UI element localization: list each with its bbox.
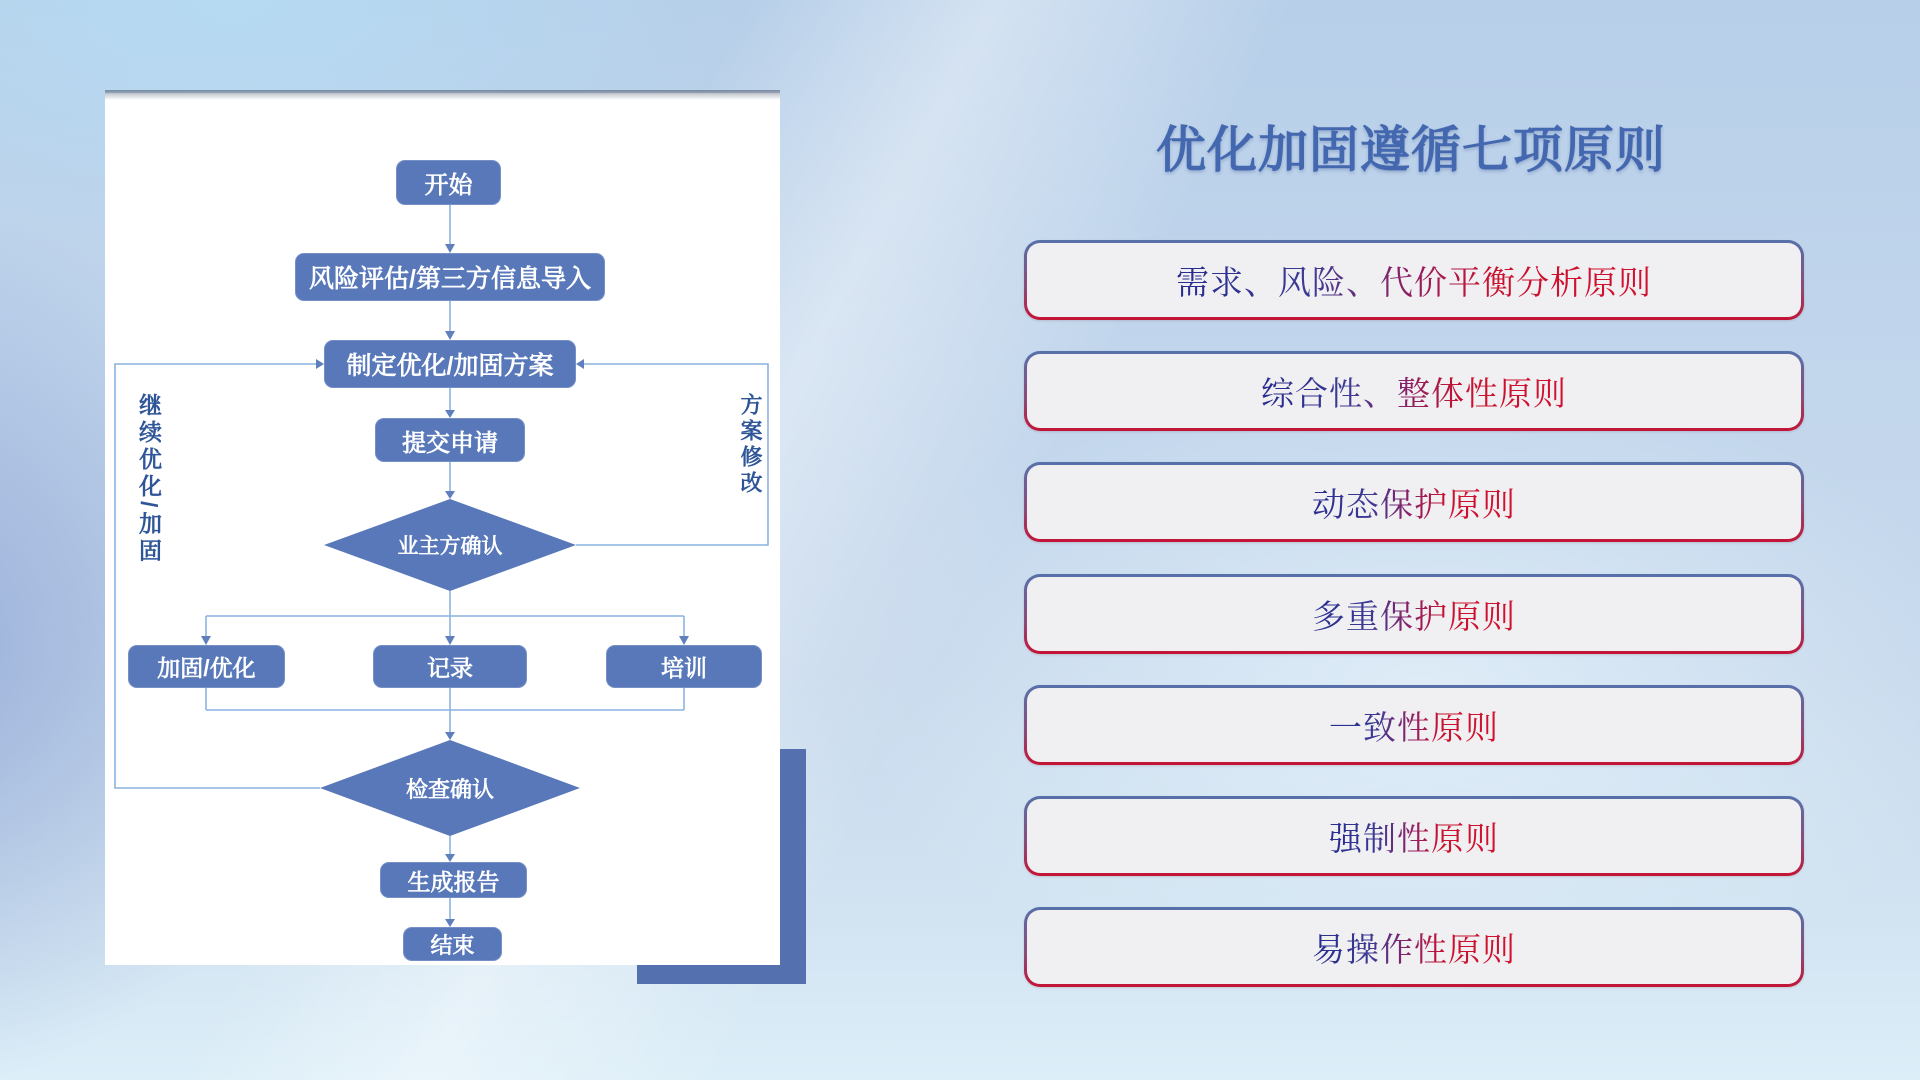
flow-node-start: 开始 [396,160,501,205]
principle-text: 动态保护原则 [1312,479,1516,526]
principle-box-1 [1024,240,1804,320]
edge-label-plan-revision: 方案修改 [738,393,763,497]
flow-node-reinforce-optimize: 加固/优化 [128,645,285,688]
flowchart-connectors [105,93,780,965]
principle-text: 一致性原则 [1329,702,1499,749]
flow-node-owner-confirm-label: 业主方确认 [397,535,503,558]
principle-text: 需求、风险、代价平衡分析原则 [1176,257,1652,304]
principle-text: 强制性原则 [1329,813,1499,860]
principle-text: 易操作性原则 [1312,924,1516,971]
flow-node-make-plan: 制定优化/加固方案 [324,340,576,388]
flow-node-check-confirm-label: 检查确认 [405,776,494,802]
principle-text: 综合性、整体性原则 [1261,368,1567,415]
principle-box-7 [1024,907,1804,987]
flowchart-card [105,93,780,965]
principles-panel [1024,0,1798,1080]
edge-label-continue-optimize: 继续优化/加固 [136,393,162,566]
flow-node-record: 记录 [373,645,527,688]
flow-node-generate-report: 生成报告 [380,862,527,898]
principle-box-4 [1024,574,1804,654]
flow-node-risk-assessment: 风险评估/第三方信息导入 [295,253,605,301]
flow-node-training: 培训 [606,645,762,688]
flow-node-end: 结束 [403,927,502,961]
principle-text: 多重保护原则 [1312,591,1516,638]
principle-box-2 [1024,351,1804,431]
principle-box-5 [1024,685,1804,765]
flow-node-submit-application: 提交申请 [375,418,525,462]
panel-title: 优化加固遵循七项原则 [1156,122,1666,178]
principle-box-3 [1024,462,1804,542]
principle-box-6 [1024,796,1804,876]
